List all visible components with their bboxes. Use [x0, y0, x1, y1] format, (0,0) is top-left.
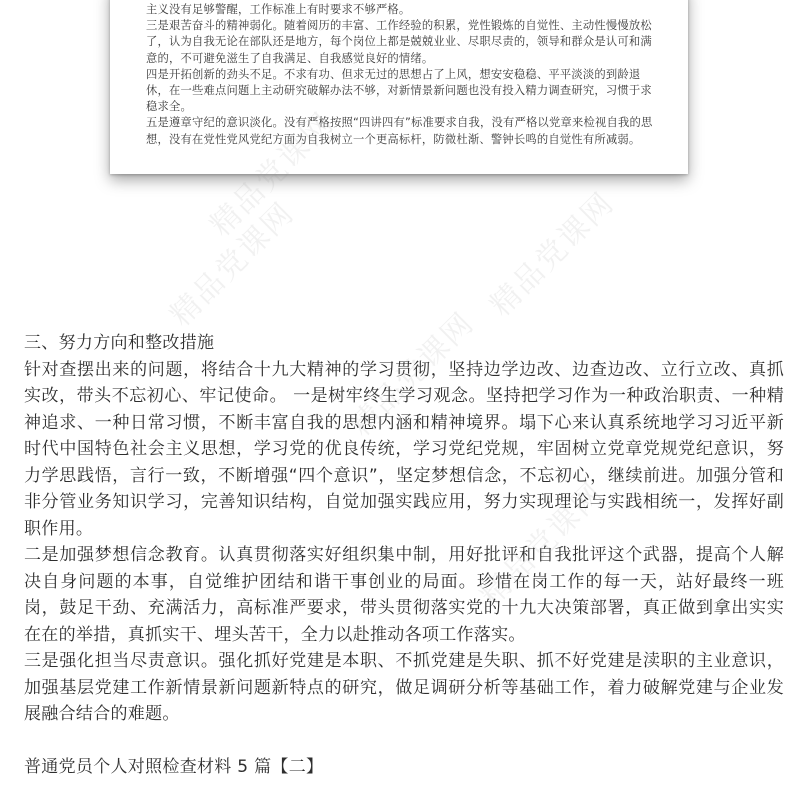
body-paragraph: 三是强化担当尽责意识。强化抓好党建是本职、不抓党建是失职、抓不好党建是渎职的主业意识，加强基层党建工作新情景新问题新特点的研究，做足调研分析等基础工作，着力破解党建与企业发展融合结合的难题。	[24, 651, 784, 724]
document-preview-card	[110, 0, 688, 174]
watermark: 精品党课网	[483, 185, 622, 324]
body-paragraph: 针对查摆出来的问题，将结合十九大精神的学习贯彻，坚持边学边改、边查边改、立行立改、真抓实改，带头不忘初心、牢记使命。 一是树牢终生学习观念。坚持把学习作为一种政治职责、一种精神追求、一种日常习惯，不断丰富自我的思想内涵和精神境界。塌下心来认真系统地学习习近平新时代中国特色社会主义思想，学习党的优良传统，学习党纪党规，牢固树立党章党规党纪意识，努力学思践悟，言行一致，不断增强“四个意识”，坚定梦想信念，不忘初心，继续前进。加强分管和非分管业务知识学习，完善知识结构，自觉加强实践应用，努力实现理论与实践相统一，发挥好副职作用。	[24, 359, 784, 539]
body-paragraph: 二是加强梦想信念教育。认真贯彻落实好组织集中制，用好批评和自我批评这个武器，提高个人解决自身问题的本事，自觉维护团结和谐干事创业的局面。珍惜在岗工作的每一天，站好最终一班岗，鼓足干劲、充满活力，高标准严要求，带头贯彻落实党的十九大决策部署，真正做到拿出实实在在的举措，真抓实干、埋头苦干，全力以赴推动各项工作落实。	[24, 545, 784, 645]
watermark: 精品党课网	[203, 105, 342, 244]
document-subtitle: 普通党员个人对照检查材料 5 篇【二】	[24, 756, 324, 777]
card-paragraph: 三是艰苦奋斗的精神弱化。随着阅历的丰富、工作经验的积累，党性锻炼的自觉性、主动性慢慢放松了，认为自我无论在部队还是地方，每个岗位上都是兢兢业业、尽职尽责的，领导和群众是认可和满意的，不可避免滋生了自我满足、自我感觉良好的情绪。	[146, 19, 652, 65]
main-content	[24, 330, 784, 780]
section-heading: 三、努力方向和整改措施	[24, 333, 215, 353]
watermark: 精品党课网	[473, 475, 612, 614]
card-paragraph: 四是开拓创新的劲头不足。不求有功、但求无过的思想占了上风，想安安稳稳、平平淡淡的到龄退休，在一些难点问题上主动研究破解办法不够，对新情景新问题也没有投入精力调查研究，习惯于求稳求全。	[146, 67, 652, 114]
paragraph-spacer	[24, 728, 784, 754]
watermark: 精品党课网	[163, 195, 302, 334]
card-paragraph: 五是遵章守纪的意识淡化。没有严格按照“四讲四有”标准要求自我，没有严格以党章来检视自我的思想，没有在党性党风党纪方面为自我树立一个更高标杆，防微杜渐、警钟长鸣的自觉性有所减弱。	[146, 116, 653, 146]
watermark: 精品党课网	[343, 305, 482, 444]
card-paragraph: 主义没有足够警醒，工作标准上有时要求不够严格。	[146, 3, 411, 16]
